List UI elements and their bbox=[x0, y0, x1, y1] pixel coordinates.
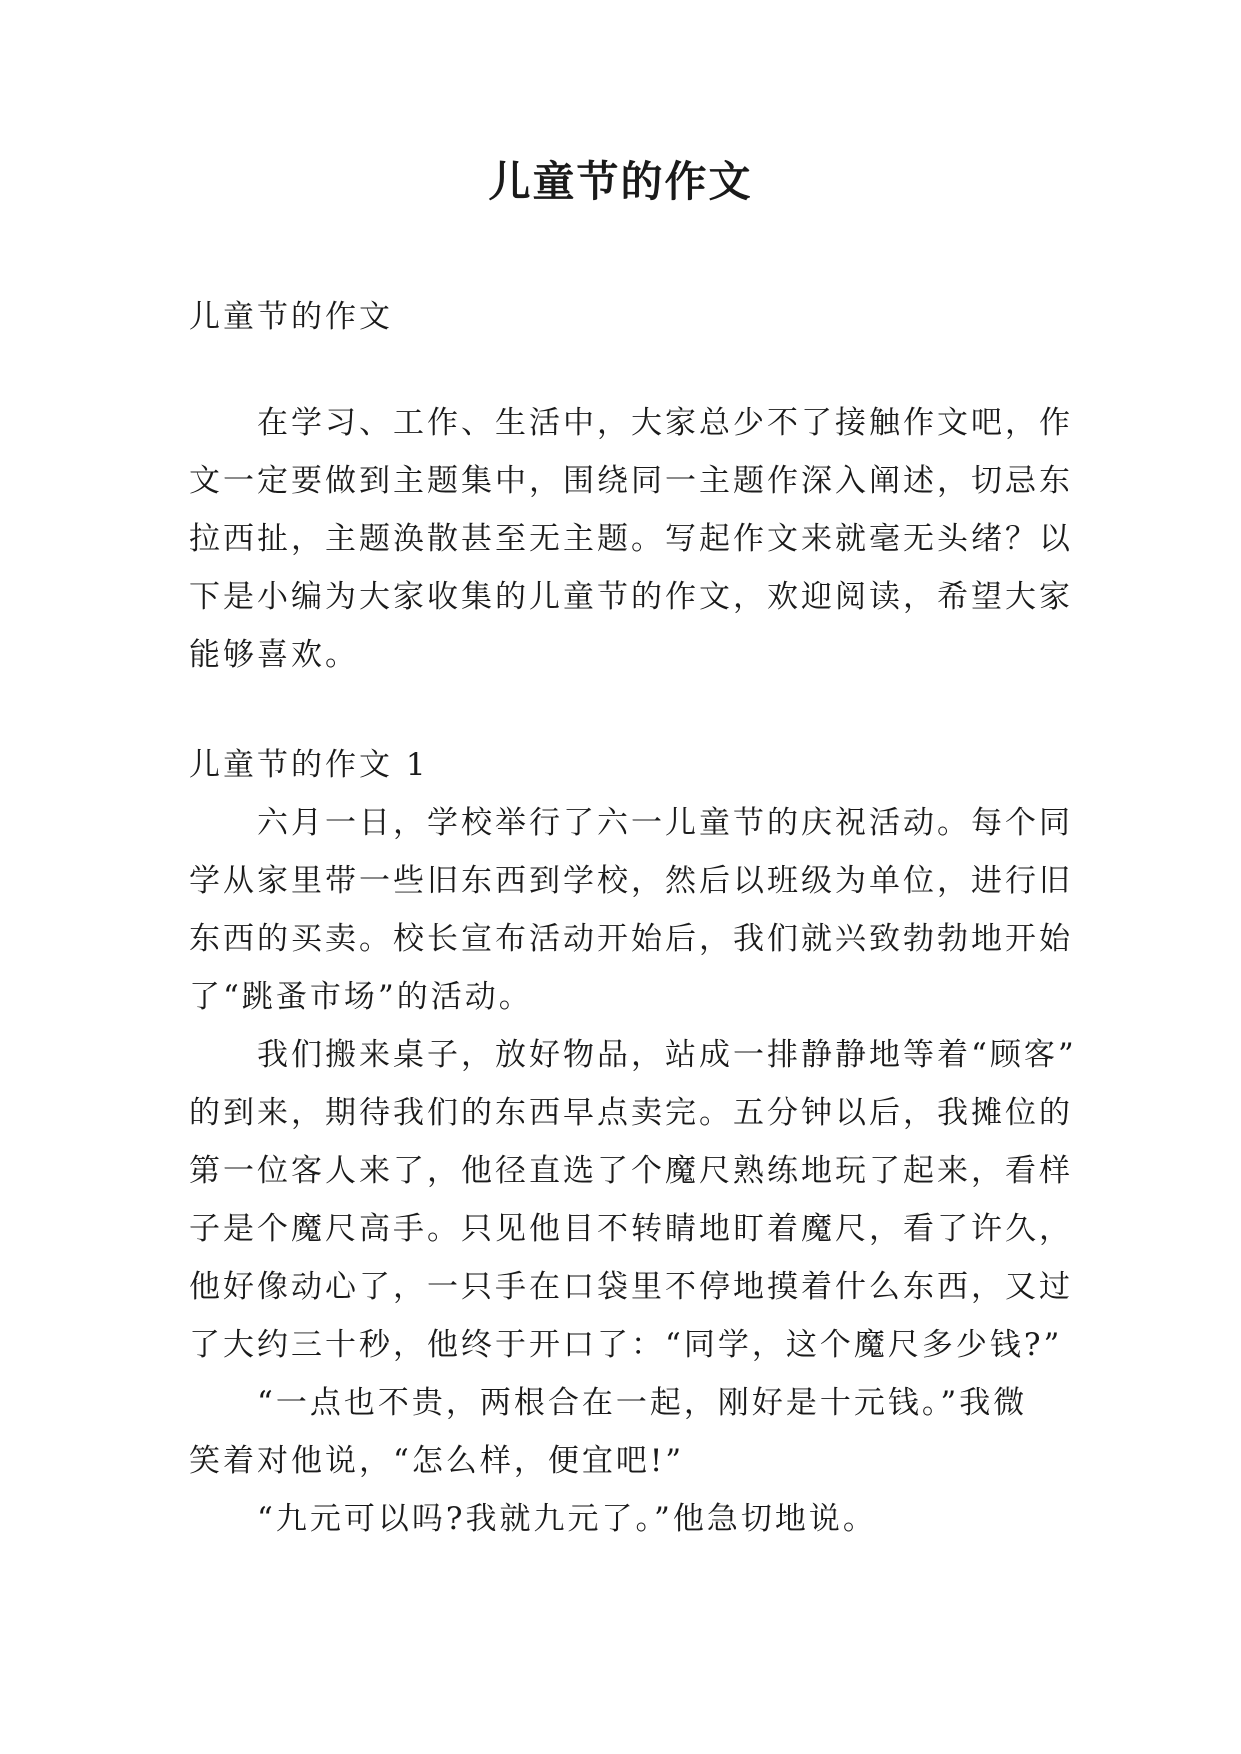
paragraph-line: “一点也不贵，两根合在一起，刚好是十元钱。”我微 bbox=[257, 1385, 1028, 1421]
subtitle: 儿童节的作文 bbox=[189, 299, 393, 335]
intro-line: 文一定要做到主题集中，围绕同一主题作深入阐述，切忌东 bbox=[189, 463, 1073, 499]
body-paragraph bbox=[189, 794, 1073, 1026]
intro-line: 在学习、工作、生活中，大家总少不了接触作文吧，作 bbox=[257, 405, 1073, 441]
document-title: 儿童节的作文 bbox=[488, 157, 753, 206]
paragraph-line: 了大约三十秒，他终于开口了：“同学，这个魔尺多少钱?” bbox=[189, 1327, 1063, 1363]
intro-line: 拉西扯，主题涣散甚至无主题。写起作文来就毫无头绪？以 bbox=[189, 521, 1073, 557]
intro-line: 能够喜欢。 bbox=[189, 637, 359, 673]
document-body bbox=[189, 288, 1077, 1548]
body-paragraph bbox=[189, 1490, 1049, 1548]
paragraph-line: 第一位客人来了，他径直选了个魔尺熟练地玩了起来，看样 bbox=[189, 1153, 1073, 1189]
body-paragraph bbox=[189, 1026, 1077, 1374]
paragraph-line: 的到来，期待我们的东西早点卖完。五分钟以后，我摊位的 bbox=[189, 1095, 1073, 1131]
spacer bbox=[189, 346, 1049, 394]
body-paragraph bbox=[189, 1374, 1049, 1490]
paragraph-line: 我们搬来桌子，放好物品，站成一排静静地等着“顾客” bbox=[257, 1037, 1077, 1073]
paragraph-line: 笑着对他说，“怎么样，便宜吧!” bbox=[189, 1443, 685, 1479]
paragraph-line: 六月一日，学校举行了六一儿童节的庆祝活动。每个同 bbox=[257, 805, 1073, 841]
section-heading: 儿童节的作文 1 bbox=[189, 747, 429, 783]
paragraph-line: 他好像动心了，一只手在口袋里不停地摸着什么东西，又过 bbox=[189, 1269, 1073, 1305]
paragraph-line: 东西的买卖。校长宣布活动开始后，我们就兴致勃勃地开始 bbox=[189, 921, 1073, 957]
paragraph-line: “九元可以吗?我就九元了。”他急切地说。 bbox=[257, 1501, 877, 1537]
spacer bbox=[189, 684, 1049, 736]
intro-paragraph bbox=[189, 394, 1073, 684]
paragraph-line: 学从家里带一些旧东西到学校，然后以班级为单位，进行旧 bbox=[189, 863, 1073, 899]
intro-line: 下是小编为大家收集的儿童节的作文，欢迎阅读，希望大家 bbox=[189, 579, 1073, 615]
paragraph-line: 子是个魔尺高手。只见他目不转睛地盯着魔尺，看了许久， bbox=[189, 1211, 1073, 1247]
paragraph-line: 了“跳蚤市场”的活动。 bbox=[189, 979, 533, 1015]
